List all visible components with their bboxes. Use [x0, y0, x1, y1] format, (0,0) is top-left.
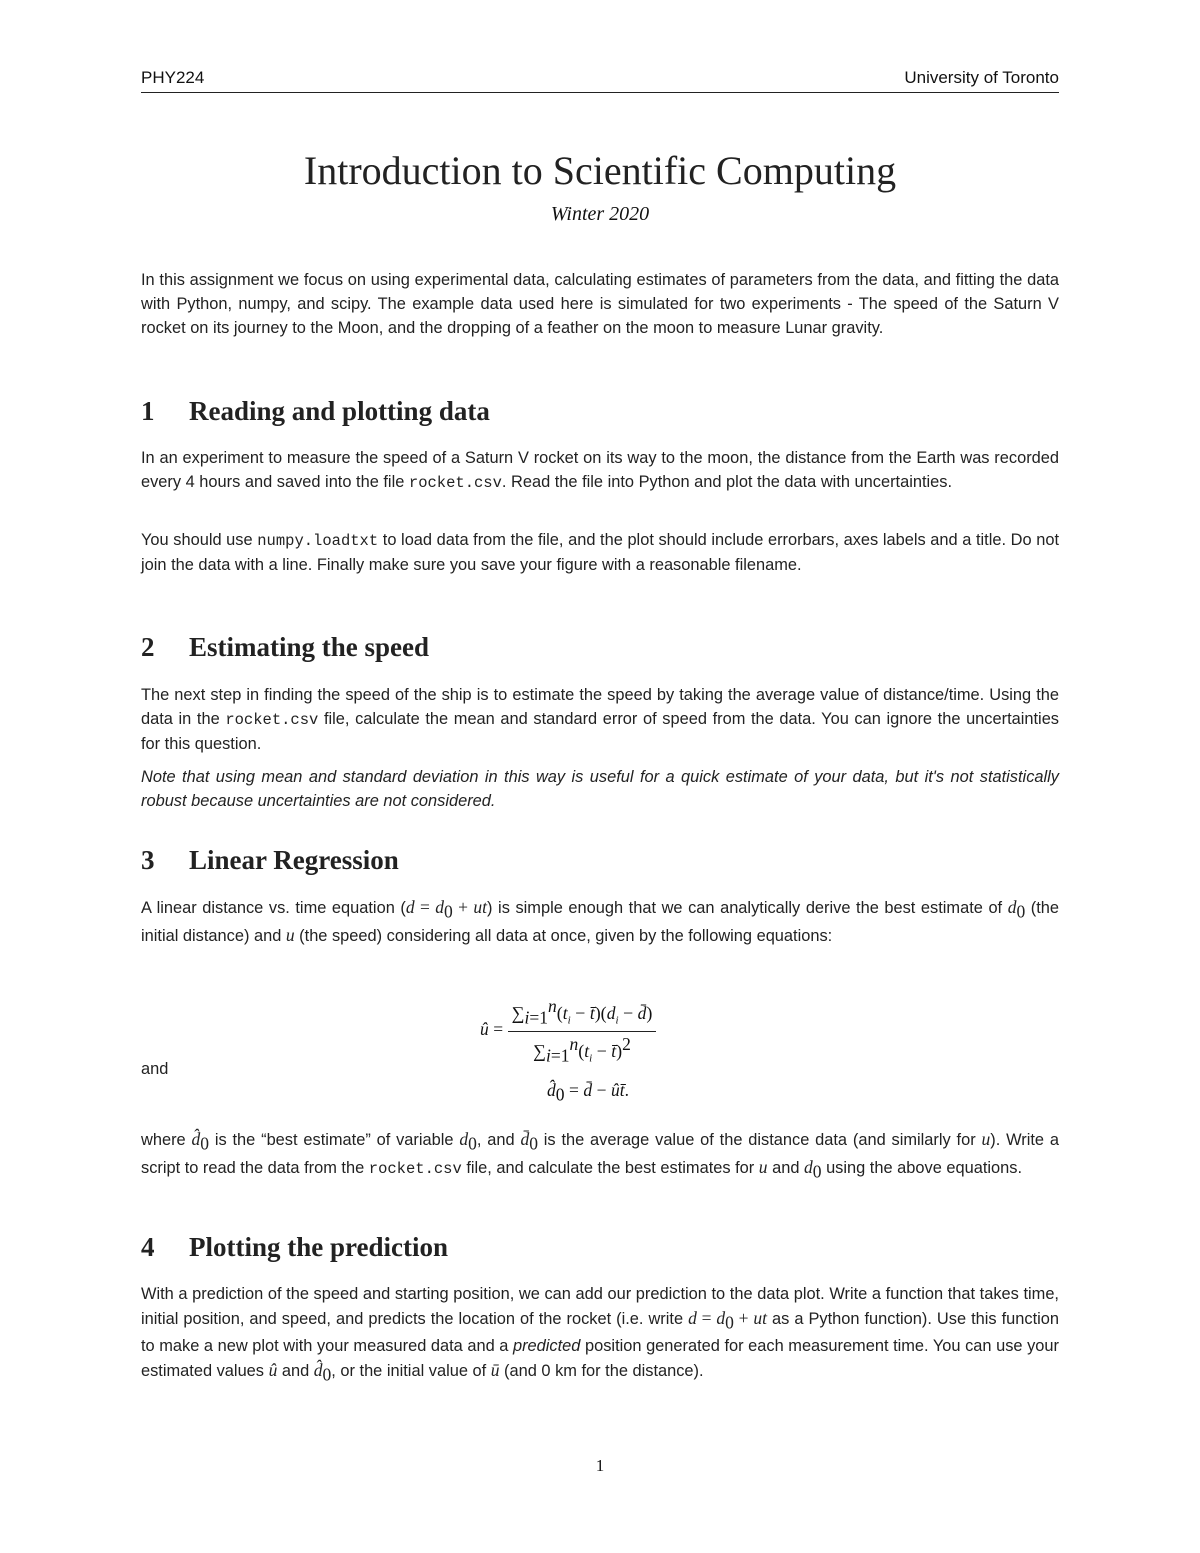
section-1-paragraph-2: You should use numpy.loadtxt to load data from the file, and the plot should include errorbars, axes labels and a title. Do not join the data with a line. Finally make sure you save your figure with a reasonable filename.	[141, 531, 1059, 574]
section-number: 1	[141, 396, 155, 426]
section-number: 3	[141, 845, 155, 875]
document-title: Introduction to Scientific Computing	[303, 148, 897, 193]
section-3-paragraph-2: where $d̂_0$ is the “best estimate” of variable $d_0$, and $d̄_0$ is the average value of the distance data (and similarly for u). Write a script to read the data from the rocket.csv file, and calculate the best estimates for u and $d_0$ using the above equations.	[141, 1129, 1059, 1182]
section-title: Plotting the prediction	[189, 1232, 448, 1262]
filename-code: rocket.csv	[408, 474, 502, 492]
section-2-paragraph-1: The next step in finding the speed of the ship is to estimate the speed by taking the average value of distance/time. Using the data in the rocket.csv file, calculate the mean and standard error of speed from the data. You can ignore the uncertainties for this question.	[141, 686, 1059, 753]
section-number: 2	[141, 632, 155, 662]
speed-estimate-equation: û = $\frac{\sum_{i=1}^n(t_i - t̄)(d_i - d̄)}{\sum_{i=1}^n(t_i - t̄)^2}$	[480, 996, 656, 1066]
section-2-heading	[141, 632, 1059, 663]
document-subtitle: Winter 2020	[550, 203, 650, 225]
page-number: 1	[595, 1456, 605, 1475]
section-title: Estimating the speed	[189, 632, 430, 662]
university-name: University of Toronto	[904, 68, 1059, 87]
and-connector: and	[141, 1060, 169, 1078]
section-3-heading	[141, 845, 1059, 876]
emphasis: predicted	[512, 1337, 581, 1356]
section-title: Linear Regression	[189, 845, 399, 875]
section-number: 4	[141, 1232, 155, 1262]
section-4-paragraph-1: With a prediction of the speed and starting position, we can add our prediction to the data plot. Write a function that takes time, initial position, and speed, and predicts the location of the rocket (i.e. write $d = d_0$ + ut as a Python function). Use this function to make a new plot with your measured data and a predicted position generated for each measurement time. You can use your estimated values û and $d̂_0$, or the initial value of ū (and 0 km for the distance).	[141, 1285, 1059, 1385]
intro-paragraph: In this assignment we focus on using experimental data, calculating estimates of parameters from the data, and fitting the data with Python, numpy, and scipy. The example data used here is simulated for two experiments - The speed of the Saturn V rocket on its journey to the Moon, and the dropping of a feather on the moon to measure Lunar gravity.	[141, 271, 1059, 337]
filename-code: rocket.csv	[225, 711, 319, 729]
running-header	[141, 68, 1059, 93]
function-code: numpy.loadtxt	[257, 532, 379, 550]
section-1-paragraph-1: In an experiment to measure the speed of a Saturn V rocket on its way to the moon, the distance from the Earth was recorded every 4 hours and saved into the file rocket.csv. Read the file into Python and plot the data with uncertainties.	[141, 449, 1059, 492]
section-2-note: Note that using mean and standard deviation in this way is useful for a quick estimate of your data, but it's not statistically robust because uncertainties are not considered.	[141, 768, 1059, 810]
filename-code: rocket.csv	[368, 1160, 462, 1179]
initial-distance-equation: $d̂_0$ = d̄ − ût̄.	[547, 1080, 629, 1105]
section-title: Reading and plotting data	[189, 396, 490, 426]
section-4-heading	[141, 1232, 1059, 1263]
course-code: PHY224	[141, 68, 205, 87]
section-1-heading	[141, 396, 1059, 427]
section-3-paragraph-1: A linear distance vs. time equation $(d = d_0 + ut)$ is simple enough that we can analytically derive the best estimate of $d_0$ (the initial distance) and u (the speed) considering all data at once, given by the following equations:	[141, 897, 1059, 946]
fraction: $\frac{\sum_{i=1}^n(t_i - t̄)(d_i - d̄)}{\sum_{i=1}^n(t_i - t̄)^2}$	[508, 996, 657, 1066]
